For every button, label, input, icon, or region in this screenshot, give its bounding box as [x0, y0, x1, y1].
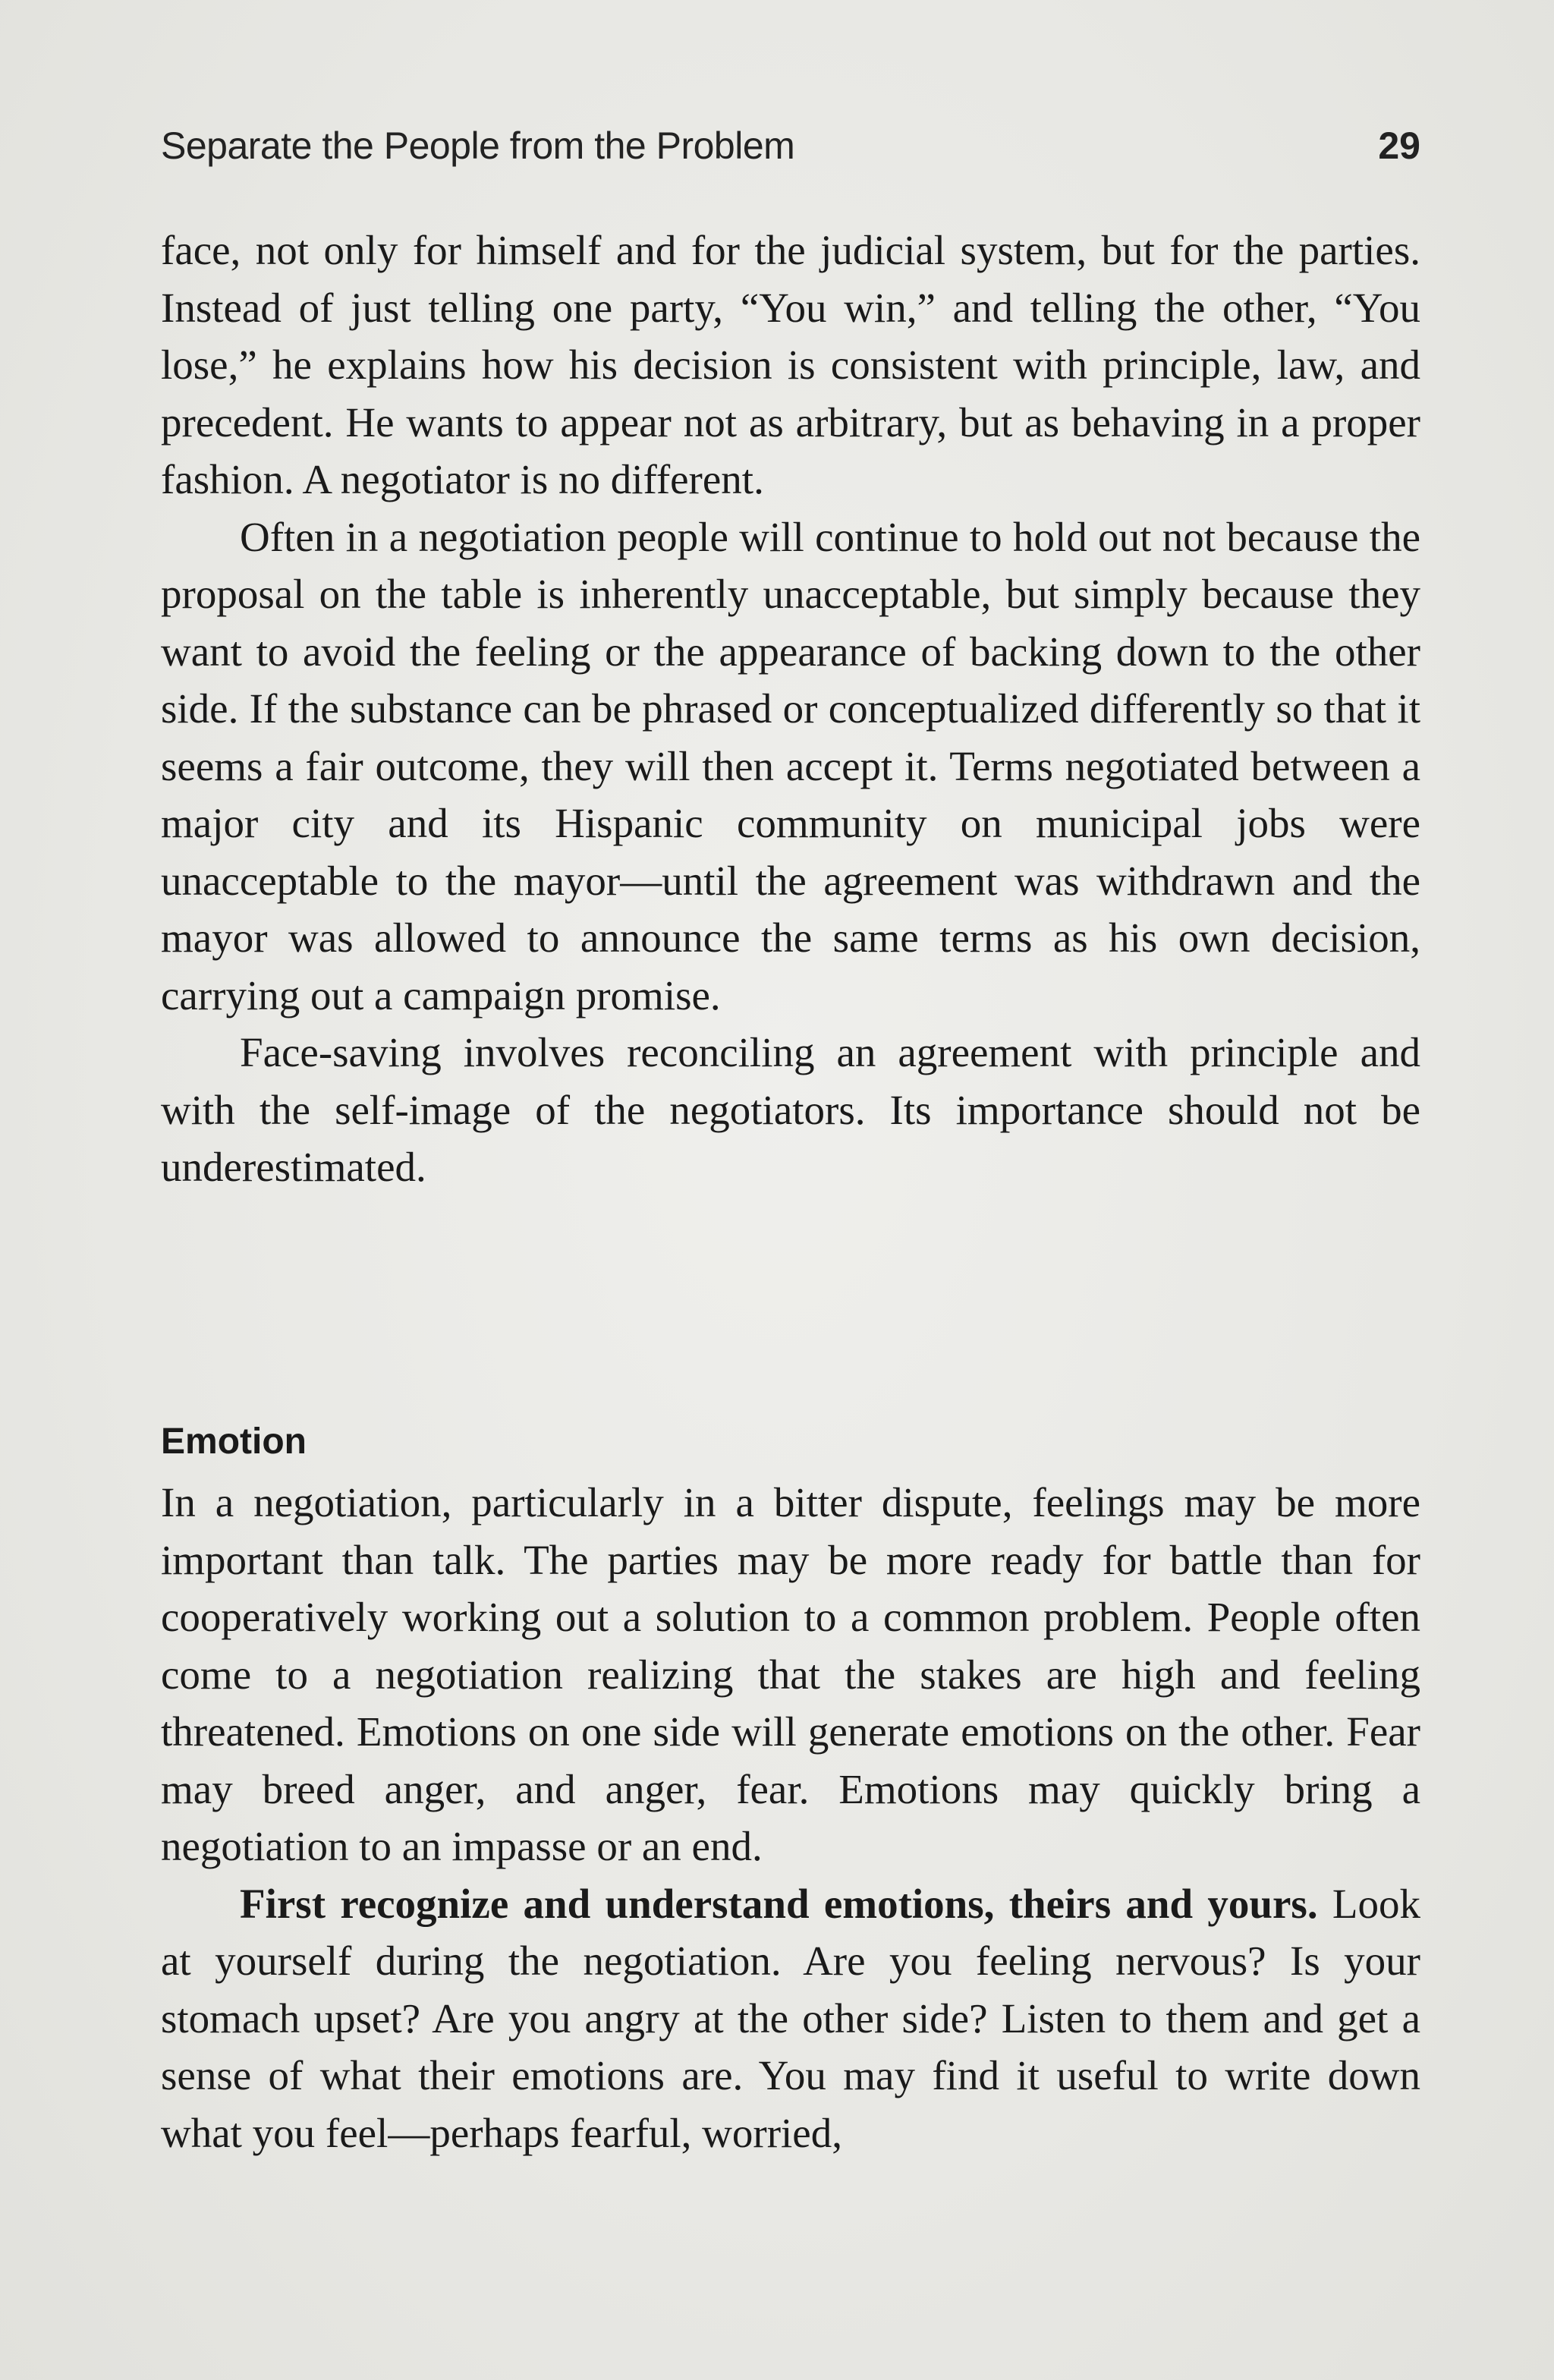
- page-number: 29: [1378, 124, 1420, 167]
- body-text-emotion: [161, 1474, 1420, 2161]
- paragraph-face-saving: Face-saving involves reconciling an agreement with principle and with the self-image of the negotiators. Its importance should not be underestimated.: [161, 1029, 1420, 1190]
- paragraph-lead-bold: First recognize and understand emotions, theirs and yours.: [240, 1880, 1318, 1927]
- page-header: [161, 115, 1420, 176]
- paragraph-recognize-emotions: [161, 1875, 1420, 2162]
- paragraph-continuation: face, not only for himself and for the judicial system, but for the parties. Instead of just telling one party, “You win,” and telling the other, “You lose,” he explains how his decision is consistent with principle, law, and precedent. He wants to appear not as arbitrary, but as behaving in a proper fashion. A negotiator is no different.: [161, 227, 1420, 502]
- paragraph-holding-out: Often in a negotiation people will continue to hold out not because the proposal on the table is inherently unacceptable, but simply because they want to avoid the feeling or the appearance of backing down to the other side. If the substance can be phrased or conceptualized differently so that it seems a fair outcome, they will then accept it. Terms negotiated between a major city and its Hispanic community on municipal jobs were unacceptable to the mayor—until the agreement was withdrawn and the mayor was allowed to announce the same terms as his own decision, carrying out a campaign promise.: [161, 513, 1420, 1018]
- section-heading-emotion: Emotion: [161, 1421, 307, 1462]
- running-head: Separate the People from the Problem: [161, 124, 795, 167]
- body-text-top: [161, 222, 1420, 1196]
- paragraph-body: Look at yourself during the negotiation. Are you feeling nervous? Is your stomach upset? Are you angry at the other side? Listen to them and get a sense of what their emotions are. You may find it useful to write down what you feel—perhaps fearful, worried,: [161, 1880, 1420, 2156]
- paragraph-emotion-intro: In a negotiation, particularly in a bitter dispute, feelings may be more important than talk. The parties may be more ready for battle than for cooperatively working out a solution to a common problem. People often come to a negotiation realizing that the stakes are high and feeling threatened. Emotions on one side will generate emotions on the other. Fear may breed anger, and anger, fear. Emotions may quickly bring a negotiation to an impasse or an end.: [161, 1479, 1420, 1869]
